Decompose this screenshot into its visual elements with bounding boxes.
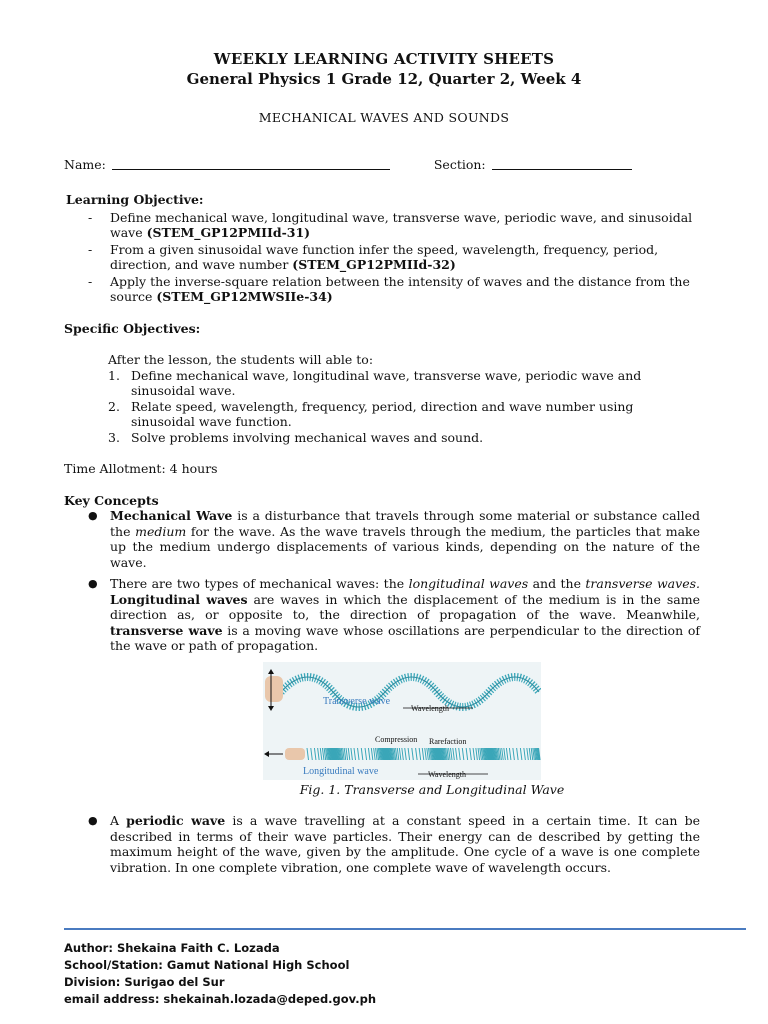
rarefaction-label: Rarefaction: [429, 736, 467, 746]
document-subtitle: General Physics 1 Grade 12, Quarter 2, Week 4: [186, 70, 582, 88]
footer-division: Division: Surigao del Sur: [64, 975, 225, 989]
learning-objective-list: [64, 210, 700, 305]
footer-school: School/Station: Gamut National High School: [64, 958, 350, 972]
section-label: Section:: [433, 157, 486, 172]
figure-caption: Fig. 1. Transverse and Longitudinal Wave: [299, 781, 565, 797]
name-label: Name:: [64, 157, 106, 172]
list-item: 2. Relate speed, wavelength, frequency, period, direction and wave number using sinusoidal wave function.: [108, 398, 634, 429]
student-info-line: [64, 157, 704, 172]
wave-illustration: [263, 662, 541, 780]
compression-label: Compression: [375, 734, 418, 744]
footer-rule: [64, 928, 746, 930]
footer-author: Author: Shekaina Faith C. Lozada: [64, 941, 280, 955]
list-item: 3. Solve problems involving mechanical waves and sound.: [108, 429, 484, 445]
document-body: [64, 192, 700, 881]
time-allotment: Time Allotment: 4 hours: [64, 461, 218, 476]
list-item: ● Mechanical Wave is a disturbance that travels through some material or substance called the medium for the wave. As the wave travels through the medium, the particles that make up the medium undergo displacements of various kinds, depending on the nature of the wave.: [88, 508, 700, 570]
topic-title: MECHANICAL WAVES AND SOUNDS: [258, 110, 510, 125]
list-item: - Apply the inverse-square relation between the intensity of waves and the distance from the source (STEM_GP12MWSIIe-34): [88, 273, 690, 304]
key-concepts-list-2: [64, 813, 700, 875]
key-concepts-heading: Key Concepts: [64, 492, 159, 508]
list-item: ● There are two types of mechanical waves: the longitudinal waves and the transverse waves. Longitudinal waves are waves in which the displacement of the medium is in the same direction as, or opposite to, the direction of propagation of the wave. Meanwhile, transverse wave is a moving wave whose oscillations are perpendicular to the direction of the wave or path of propagation.: [88, 576, 700, 653]
key-concepts-list: [64, 508, 700, 654]
footer-email: email address: shekainah.lozada@deped.gov.ph: [64, 992, 377, 1006]
wave-figure: [263, 662, 541, 780]
footer: [64, 940, 376, 1008]
list-item: - Define mechanical wave, longitudinal wave, transverse wave, periodic wave, and sinusoidal wave (STEM_GP12PMIId-31): [88, 209, 693, 240]
list-item: - From a given sinusoidal wave function infer the speed, wavelength, frequency, period, direction, and wave number (STEM_GP12PMIId-32): [88, 241, 659, 272]
specific-objectives-intro: After the lesson, the students will able to:: [108, 352, 374, 367]
specific-objectives-list: [64, 368, 700, 446]
transverse-label: Transverse wave: [323, 695, 391, 707]
document-title: WEEKLY LEARNING ACTIVITY SHEETS: [213, 50, 555, 68]
section-field[interactable]: [492, 157, 632, 170]
longitudinal-label: Longitudinal wave: [303, 765, 379, 777]
list-item: ● A periodic wave is a wave travelling at a constant speed in a certain time. It can be described in terms of their wave particles. Their energy can de described by getting the maximum height of the wave, given by the amplitude. One cycle of a wave is one complete vibration. In one complete vibration, one complete wave of wavelength occurs.: [88, 813, 700, 875]
learning-objective-heading: Learning Objective:: [66, 192, 204, 207]
list-item: 1. Define mechanical wave, longitudinal wave, transverse wave, periodic wave and sinusoidal wave.: [108, 367, 642, 398]
wavelength-label-2: Wavelength: [428, 769, 467, 779]
specific-objectives-heading: Specific Objectives:: [64, 320, 201, 336]
wavelength-label: Wavelength: [411, 703, 450, 713]
name-field[interactable]: [112, 157, 390, 170]
